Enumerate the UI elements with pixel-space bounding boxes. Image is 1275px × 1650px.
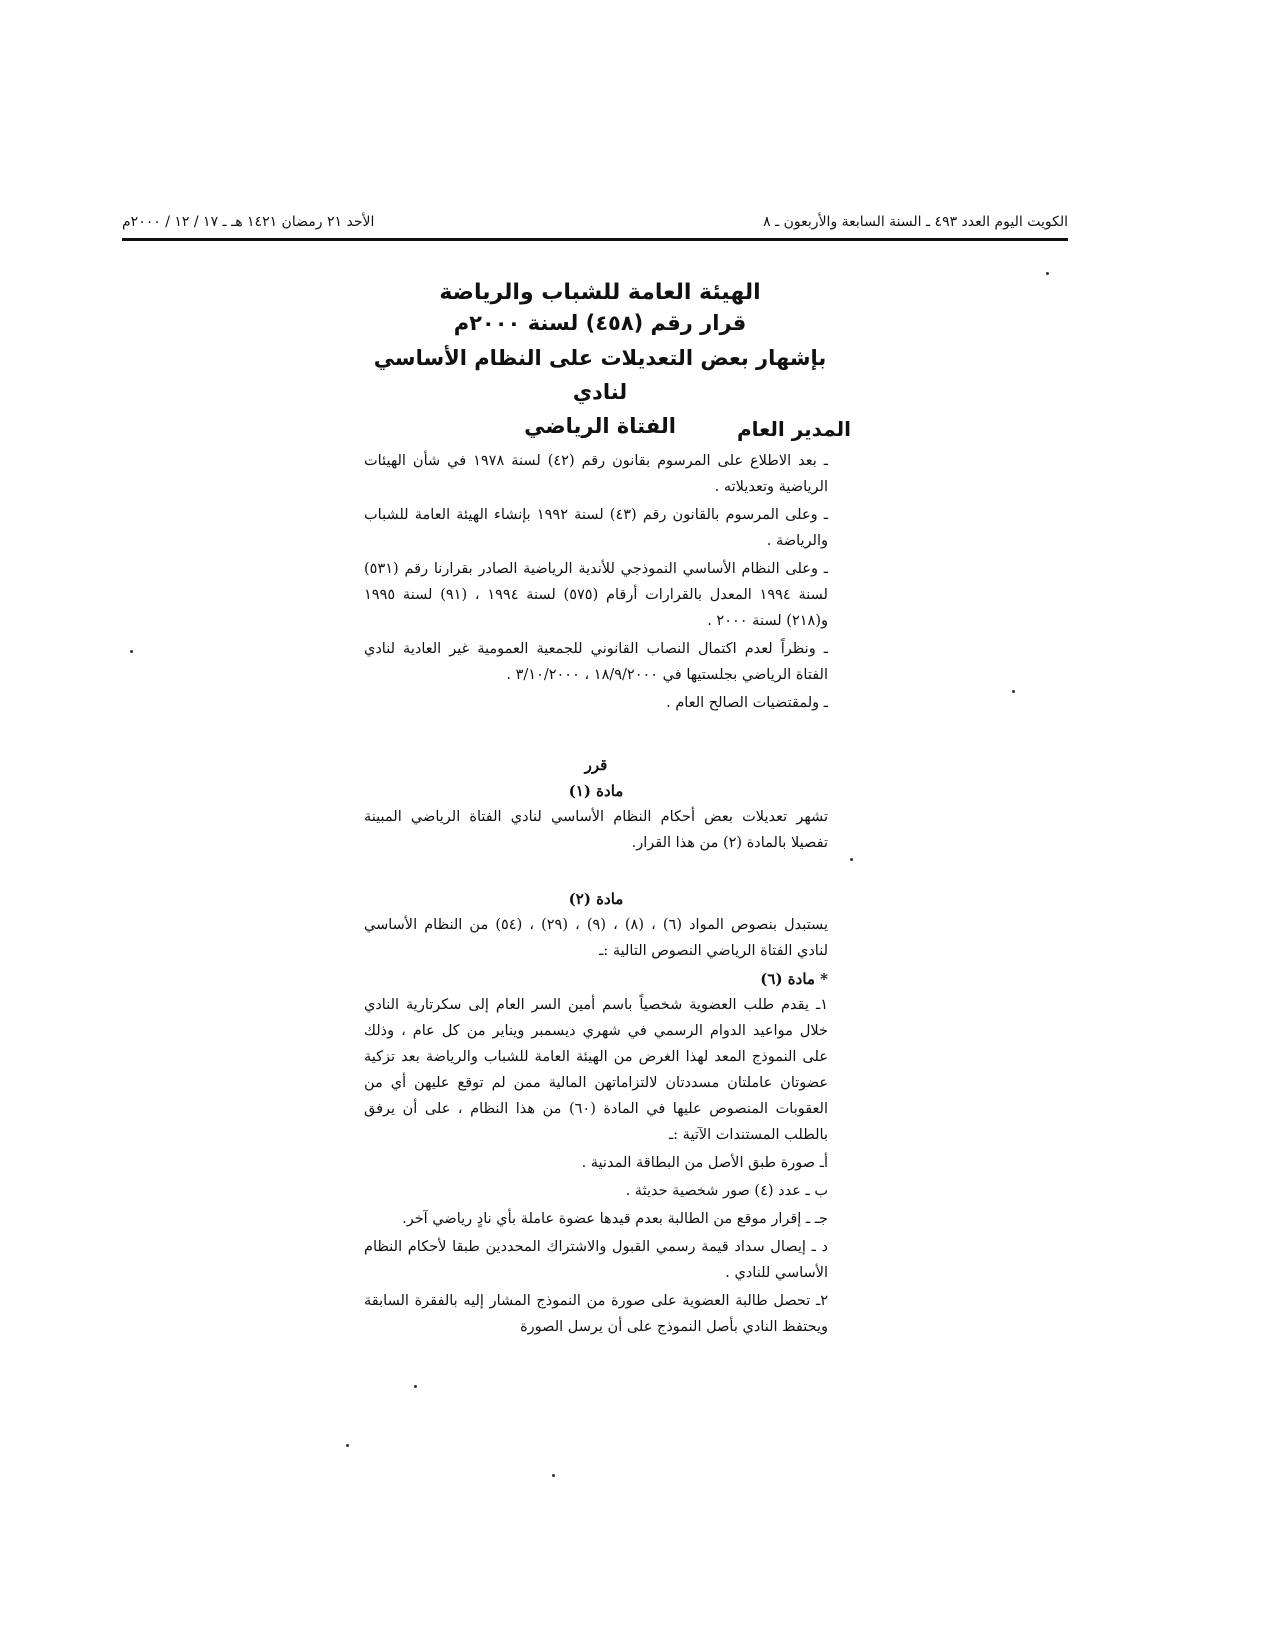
scan-speck bbox=[850, 858, 853, 861]
scan-speck bbox=[552, 1474, 555, 1477]
scan-speck bbox=[414, 1385, 417, 1388]
article-6-item-a: أـ صورة طبق الأصل من البطاقة المدنية . bbox=[581, 1155, 828, 1171]
decision-body bbox=[364, 448, 828, 1342]
decision-number: قرار رقم (٤٥٨) لسنة ٢٠٠٠م bbox=[453, 311, 747, 335]
gazette-header bbox=[122, 210, 1068, 241]
scan-speck bbox=[130, 650, 133, 653]
article-6-item-d: د ـ إيصال سداد قيمة رسمي القبول والاشتراك المحددين طبقا لأحكام النظام الأساسي للنادي . bbox=[364, 1239, 828, 1281]
article-1-heading: مادة (١) bbox=[568, 782, 624, 800]
article-2-heading: مادة (٢) bbox=[568, 890, 624, 908]
preamble-item: ـ ولمقتضيات الصالح العام . bbox=[666, 695, 828, 711]
article-6-heading: * مادة (٦) bbox=[760, 970, 828, 988]
article-6-item-c: جـ ـ إقرار موقع من الطالبة بعدم قيدها عضوة عاملة بأي نادٍ رياضي آخر. bbox=[402, 1211, 828, 1227]
decision-subject-line-1: بإشهار بعض التعديلات على النظام الأساسي لنادي bbox=[373, 346, 827, 404]
preamble-item: ـ بعد الاطلاع على المرسوم بقانون رقم (٤٢) لسنة ١٩٧٨ في شأن الهيئات الرياضية وتعديلاته . bbox=[364, 453, 828, 495]
decision-subject-line-2: الفتاة الرياضي bbox=[524, 414, 676, 438]
article-6-clause-2: ٢ـ تحصل طالبة العضوية على صورة من النموذج المشار إليه بالفقرة السابقة ويحتفظ النادي بأصل النموذج على أن يرسل الصورة bbox=[364, 1293, 828, 1335]
preamble-item: ـ وعلى المرسوم بالقانون رقم (٤٣) لسنة ١٩٩٢ بإنشاء الهيئة العامة للشباب والرياضة . bbox=[364, 507, 828, 549]
article-2-text: يستبدل بنصوص المواد (٦) ، (٨) ، (٩) ، (٢٩) ، (٥٤) من النظام الأساسي لنادي الفتاة الرياضي النصوص التالية :ـ bbox=[364, 917, 828, 959]
article-1-text: تشهر تعديلات بعض أحكام النظام الأساسي لنادي الفتاة الرياضي المبينة تفصيلا بالمادة (٢) من هذا القرار. bbox=[364, 809, 828, 851]
preamble-item: ـ وعلى النظام الأساسي النموذجي للأندية الرياضية الصادر بقرارنا رقم (٥٣١) لسنة ١٩٩٤ المعدل بالقرارات أرقام (٥٧٥) لسنة ١٩٩٤ ، (٩١) لسنة ١٩٩٥ و(٢١٨) لسنة ٢٠٠٠ . bbox=[364, 561, 828, 629]
issue-date: الأحد ٢١ رمضان ١٤٢١ هـ ـ ١٧ / ١٢ / ٢٠٠٠م bbox=[122, 214, 375, 230]
article-6-clause-1: ١ـ يقدم طلب العضوية شخصياً باسم أمين السر العام إلى سكرتارية النادي خلال مواعيد الدوام الرسمي في شهري ديسمبر ويناير من كل عام ، وذلك على النموذج المعد لهذا الغرض من الهيئة العامة للشباب والرياضة بعد تزكية عضوتان عاملتان مسددتان لالتزاماتهن المالية ممن لم توقع عليهن أي من العقوبات المنصوص عليها في المادة (٦٠) من هذا النظام ، على أن يرفق بالطلب المستندات الآتية :ـ bbox=[364, 997, 828, 1143]
director-title: المدير العام bbox=[736, 417, 851, 441]
scan-speck bbox=[1012, 690, 1015, 693]
decided-heading: قرر bbox=[584, 756, 608, 774]
article-6-item-b: ب ـ عدد (٤) صور شخصية حديثة . bbox=[625, 1183, 828, 1199]
scan-speck bbox=[1046, 272, 1049, 275]
preamble-item: ـ ونظراً لعدم اكتمال النصاب القانوني للجمعية العمومية غير العادية لنادي الفتاة الرياضي بجلستيها في ١٨/٩/٢٠٠٠ ، ٣/١٠/٢٠٠٠ . bbox=[364, 641, 828, 683]
scan-speck bbox=[346, 1444, 349, 1447]
agency-name: الهيئة العامة للشباب والرياضة bbox=[439, 280, 761, 305]
issue-info: الكويت اليوم العدد ٤٩٣ ـ السنة السابعة والأربعون ـ ٨ bbox=[763, 214, 1068, 230]
